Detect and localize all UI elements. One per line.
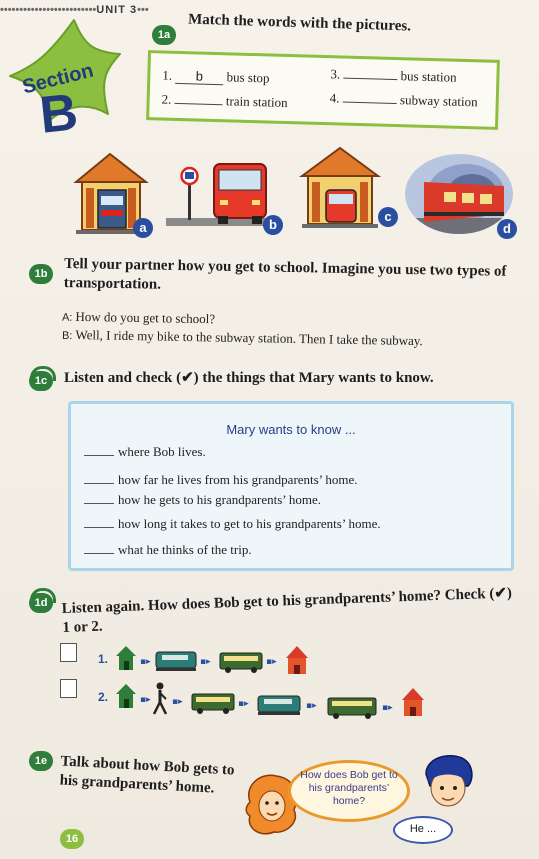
match-item-2 [161,92,287,112]
header-dots: ••••••••••••••••••••••••• [0,4,97,16]
svg-text:▪▸: ▪▸ [172,697,183,707]
mary-item-3-text: how he gets to his grandparents’ home. [118,492,322,507]
mary-check-2[interactable] [84,483,114,484]
mary-item-1 [84,444,206,460]
bus-icon [220,653,262,673]
match-answer-1[interactable]: b [175,68,223,85]
dialog-line-b [62,327,423,349]
instruction-1d [61,584,522,638]
mary-item-2 [84,472,357,488]
mary-item-4-text: how long it takes to get to his grandparents’ home. [118,516,381,531]
svg-text:▪▸: ▪▸ [306,701,317,711]
train-icon [258,696,300,715]
picture-label-d: d [497,219,517,239]
mary-check-5[interactable] [84,553,114,554]
match-answer-4[interactable] [343,102,397,105]
instruction-1d-line1: Listen again. How does Bob get to his grandparents’ home? Check (✔) [61,585,513,618]
option-2-number: 2. [98,690,109,704]
section-letter: B [37,83,81,145]
home-icon [116,684,136,708]
dialog-line-a [62,309,215,328]
picture-label-c: c [378,207,398,227]
grandparents-home-icon [286,646,308,674]
instruction-1b-line1: Tell your partner how you get to school. Imagine you use two types of [64,255,507,280]
unit-label: UNIT 3 [96,4,138,16]
svg-text:▪▸: ▪▸ [266,657,277,667]
answer-bubble-text: He ... [409,823,437,835]
match-item-4 [330,90,478,110]
question-bubble-text: How does Bob get to his grandparents’ home? [300,769,398,807]
picture-subway-station [404,148,514,234]
match-item-3-num: 3. [330,66,341,82]
badge-1d: 1d [29,593,53,613]
mary-item-5 [84,542,252,558]
match-word-4: subway station [399,92,478,110]
instruction-1e-line2: his grandparents’ home. [59,772,215,797]
svg-text:▪▸: ▪▸ [140,695,151,705]
match-answer-2[interactable] [175,103,223,105]
page-number: 16 [60,829,84,849]
match-word-3: bus station [400,68,457,85]
section-star [4,14,144,144]
picture-label-a: a [133,218,153,238]
mary-check-3[interactable] [84,503,114,504]
match-item-3 [330,66,457,86]
mary-item-1-text: where Bob lives. [118,444,206,459]
picture-label-b: b [263,215,283,235]
match-item-2-num: 2. [161,91,172,107]
option-1-checkbox[interactable] [60,643,77,662]
svg-text:▪▸: ▪▸ [382,703,393,713]
match-answer-3[interactable] [343,78,397,81]
dialog-text-b: Well, I ride my bike to the subway station. Then I take the subway. [75,327,423,349]
question-speech-bubble [288,760,410,822]
answer-speech-bubble [393,816,453,844]
match-item-1 [162,68,270,87]
instruction-1d-line2: 1 or 2. [62,618,103,637]
dialog-text-a: How do you get to school? [75,308,216,327]
badge-1a: 1a [152,25,176,45]
train-icon [156,652,196,671]
instruction-1b [64,255,525,301]
match-word-1: bus stop [226,69,270,86]
badge-1c: 1c [29,371,53,391]
home-icon [116,646,136,670]
walking-person-icon [154,683,166,715]
badge-1e: 1e [29,751,53,771]
mary-item-5-text: what he thinks of the trip. [118,542,252,557]
match-box [146,50,500,130]
instruction-1e-line1: Talk about how Bob gets to [60,753,235,779]
mary-check-1[interactable] [84,455,114,456]
mary-box-title: Mary wants to know ... [226,422,356,437]
svg-text:▪▸: ▪▸ [140,657,151,667]
grandparents-home-icon [402,688,424,716]
route-option-1 [116,642,326,684]
dialog-speaker-b: B: [61,329,73,343]
svg-text:▪▸: ▪▸ [200,657,211,667]
header-dots-after: ••• [137,4,149,16]
instruction-1c: Listen and check (✔) the things that Mary wants to know. [64,370,434,386]
match-item-4-num: 4. [329,90,340,106]
option-1-number: 1. [98,652,109,666]
mary-check-4[interactable] [84,527,114,528]
match-word-2: train station [225,93,288,111]
dialog-speaker-a: A: [61,311,73,324]
boy-character [418,752,478,824]
mary-item-3 [84,492,321,508]
instruction-1a: Match the words with the pictures. [187,11,412,35]
bus-icon-2 [328,698,376,719]
mary-item-2-text: how far he lives from his grandparents’ home. [118,472,358,487]
svg-text:▪▸: ▪▸ [238,699,249,709]
instruction-1b-line2: transportation. [63,274,162,293]
mary-item-4 [84,516,381,532]
match-item-1-num: 1. [162,67,173,83]
route-option-2 [116,680,434,724]
bus-icon [192,694,234,714]
badge-1b: 1b [29,264,53,284]
section-word: Section [20,59,96,99]
mary-wants-box [68,401,514,571]
picture-bus-station [298,144,382,232]
instruction-1e [59,752,235,799]
option-2-checkbox[interactable] [60,679,77,698]
